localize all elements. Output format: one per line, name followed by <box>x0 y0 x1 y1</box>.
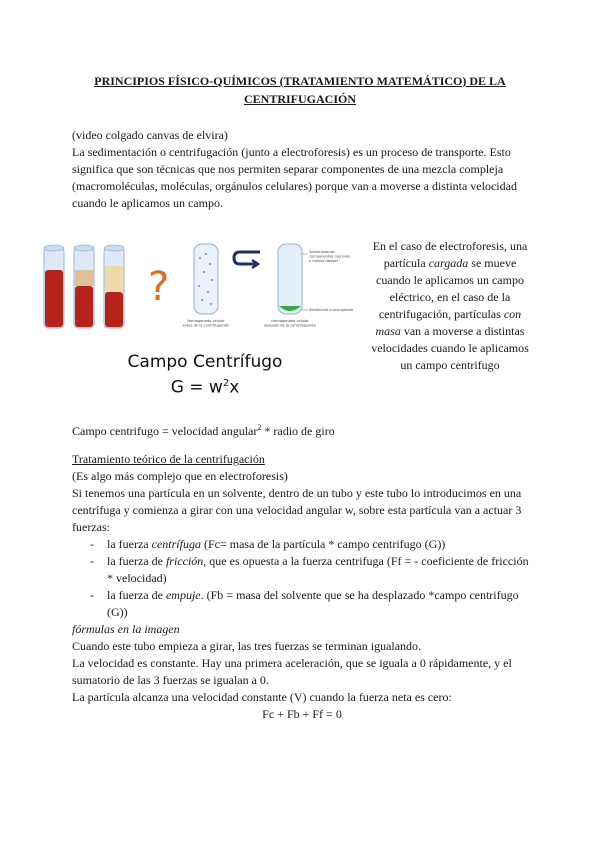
tube-before-centrifugation <box>194 244 218 314</box>
teorico-note: (Es algo más complejo que en electroforesis) <box>72 469 288 483</box>
forces-list <box>72 536 532 621</box>
tube-after-centrifugation <box>278 244 308 314</box>
page-title: PRINCIPIOS FÍSICO-QUÍMICOS (TRATAMIENTO MATEMÁTICO) DE LA CENTRIFUGACIÓN <box>94 74 506 106</box>
teorico-heading: Tratamiento teórico de la centrifugación <box>72 452 265 466</box>
force-item-friccion: - la fuerza de fricción, que es opuesta a la fuerza centrifuga (Ff = - coeficiente de fricción * velocidad) <box>90 553 532 587</box>
campo-formula: $G = w^2x$ <box>170 377 240 398</box>
teorico-line-1: Cuando este tubo empieza a girar, las tres fuerzas se terminan igualando. <box>72 639 422 653</box>
blood-fill-1 <box>45 270 63 327</box>
blood-fill-2 <box>75 286 93 327</box>
rotation-arrow-icon <box>234 252 260 268</box>
force-item-empuje: - la fuerza de empuje. (Fb = masa del solvente que se ha desplazado *campo centrifugo (G)) <box>90 587 532 621</box>
tube-caption-2: Homogenado celular después de la centrifugación <box>264 319 316 328</box>
intro-section <box>72 127 532 212</box>
blood-tube-3 <box>104 245 124 328</box>
teorico-paragraph: Si tenemos una partícula en un solvente, dentro de un tubo y este tubo lo introducimos en una centrífuga y comienza a girar con una velocidad angular w, sobre esta partícula van a actuar 3 fuerzas: <box>72 486 522 534</box>
teorico-line-2: La velocidad es constante. Hay una primera aceleración, que se iguala a 0 rápidamente, y el sumatorio de las 3 fuerzas se igualan a 0. <box>72 656 512 687</box>
question-mark: ? <box>148 264 170 310</box>
campo-centrifugo-heading <box>105 352 305 399</box>
blood-fill-3 <box>105 292 123 327</box>
force-item-centrifuga: - la fuerza centrífuga (Fc= masa de la partícula * campo centrifugo (G)) <box>90 536 532 553</box>
label-supernatant: Sobrenadante: componentes menores y menos densos <box>309 250 351 263</box>
formulas-note: fórmulas en la imagen <box>72 622 180 636</box>
teorico-section <box>72 451 532 723</box>
label-pellet: Sedimento o precipitado <box>309 308 354 312</box>
video-note: (video colgado canvas de elvira) <box>72 128 228 142</box>
centrifuge-tubes-figure <box>40 240 370 340</box>
campo-centrifugo-line: Campo centrifugo = velocidad angular$^2$ * radio de giro <box>72 423 335 438</box>
equilibrium-formula: Fc + Fb + Ff = 0 <box>262 707 342 721</box>
tube-caption-1: Homogenado celular antes de la centrifugación <box>182 319 230 328</box>
intro-paragraph: La sedimentación o centrifugación (junto a electroforesis) es un proceso de transporte. Esto significa que son técnicas que nos permiten separar componentes de una mezcla compleja (macromoléculas, moléculas, orgánulos celulares) porque van a moverse a distinta velocidad cuando le aplicamos un campo. <box>72 145 517 210</box>
campo-title: Campo Centrífugo <box>127 352 283 372</box>
electroforesis-note: En el caso de electroforesis, una partícula cargada se mueve cuando le aplicamos un campo eléctrico, en el caso de la centrifugación, partículas con masa van a moverse a distintas velocidades cuando le aplicamos un campo centrifugo <box>371 239 529 372</box>
teorico-line-3: La partícula alcanza una velocidad constante (V) cuando la fuerza neta es cero: <box>72 690 452 704</box>
blood-tube-2 <box>74 245 94 328</box>
blood-tube-1 <box>44 245 64 328</box>
